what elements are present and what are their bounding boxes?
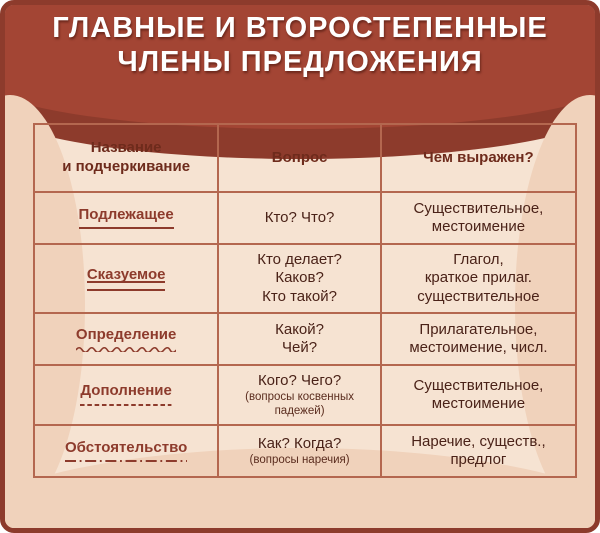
- expressed-cell: [381, 425, 576, 477]
- term-label: Подлежащее: [79, 206, 174, 230]
- expressed-text: Прилагательное, местоимение, числ.: [409, 320, 548, 356]
- title-line-1: ГЛАВНЫЕ И ВТОРОСТЕПЕННЫЕ: [52, 12, 548, 44]
- term-label: [76, 326, 176, 352]
- title-line-2: ЧЛЕНЫ ПРЕДЛОЖЕНИЯ: [117, 46, 483, 79]
- term-cell-adverbial: [34, 425, 218, 477]
- question-cell: [218, 192, 381, 244]
- expressed-cell: [381, 192, 576, 244]
- header-name-line1: Название: [90, 139, 162, 157]
- dotted-underline-icon: [80, 403, 171, 407]
- wavy-underline-icon: [76, 345, 176, 352]
- header-cell-expressed: Чем выражен?: [381, 124, 576, 192]
- table-row: [34, 192, 576, 244]
- grammar-table: [33, 123, 577, 478]
- expressed-text: Существительное, местоимение: [413, 199, 544, 235]
- term-cell-subject: [34, 192, 218, 244]
- table-row: [34, 365, 576, 425]
- table-row: [34, 425, 576, 477]
- question-text: Как? Когда?: [257, 434, 342, 452]
- expressed-cell: [381, 244, 576, 313]
- question-note: (вопросы косвенных падежей): [245, 391, 354, 417]
- term-label: Сказуемое: [87, 266, 166, 290]
- question-note: (вопросы наречия): [249, 454, 350, 467]
- question-text: Кого? Чего?: [257, 371, 342, 389]
- term-text: Дополнение: [80, 382, 172, 400]
- table-header-row: [34, 124, 576, 192]
- question-cell: [218, 313, 381, 365]
- term-label: [80, 382, 171, 407]
- question-text: Какой? Чей?: [275, 320, 324, 356]
- term-label: [65, 439, 187, 464]
- term-text: Обстоятельство: [65, 438, 188, 456]
- table-area: [33, 123, 577, 478]
- header-cell-name: [34, 124, 218, 192]
- header-name-line2: и подчеркивание: [62, 158, 191, 175]
- question-cell: [218, 365, 381, 425]
- expressed-text: Глагол, краткое прилаг. существительное: [417, 251, 540, 305]
- expressed-cell: [381, 365, 576, 425]
- term-cell-predicate: [34, 244, 218, 313]
- dash-dot-underline-icon: [65, 459, 187, 463]
- term-text: Определение: [75, 325, 177, 343]
- question-cell: [218, 425, 381, 477]
- expressed-text: Существительное, местоимение: [413, 376, 544, 413]
- question-cell: [218, 244, 381, 313]
- table-row: [34, 313, 576, 365]
- term-cell-attribute: [34, 313, 218, 365]
- term-cell-object: [34, 365, 218, 425]
- expressed-text: Наречие, существ., предлог: [411, 433, 546, 469]
- page-title: [5, 11, 595, 79]
- header-cell-question: Вопрос: [218, 124, 381, 192]
- question-text: Кто делает? Каков? Кто такой?: [257, 251, 342, 305]
- expressed-cell: [381, 313, 576, 365]
- table-row: [34, 244, 576, 313]
- question-text: Кто? Что?: [264, 208, 335, 226]
